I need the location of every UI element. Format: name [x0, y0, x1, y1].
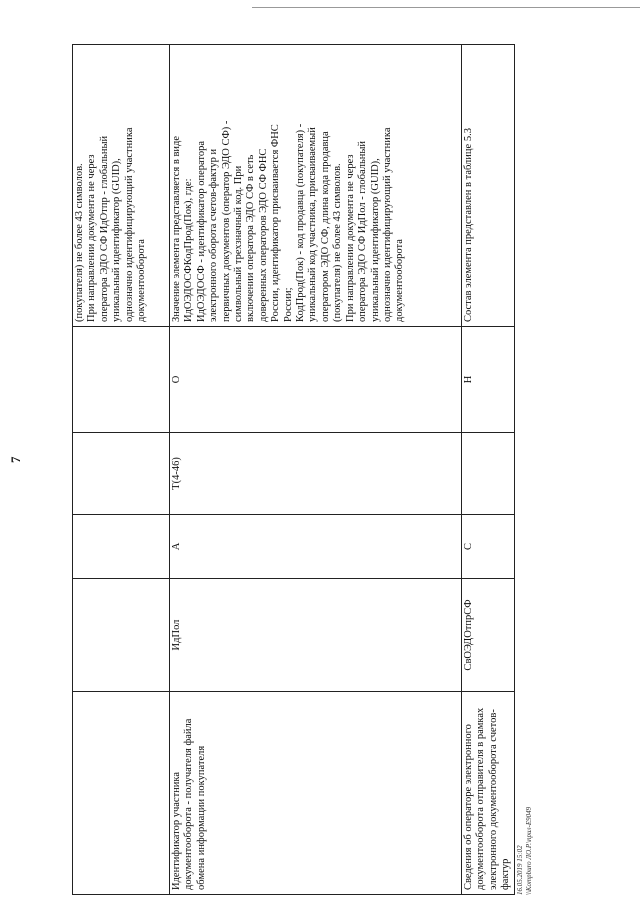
cell-format: Т(4-46) — [170, 433, 462, 515]
table-row — [73, 45, 170, 895]
top-rule — [252, 7, 640, 8]
cell-code — [73, 579, 170, 692]
table-row — [462, 45, 515, 895]
cell-name: Сведения об операторе электронного документооборота отправителя в рамках электронного документооборота счетов-фактур — [462, 692, 515, 895]
cell-description: (покупателя) не более 43 символов. При направлении документа не через оператора ЭДО СФ ИдОтпр - глобальный уникальный идентификатор (GUID), однозначно идентифицирующий участника документооборота — [73, 45, 170, 327]
cell-code: СвОЭДОтпрСФ — [462, 579, 515, 692]
cell-description: Значение элемента представляется в виде ИдОЭДОСФКодПрод(Пок), где: ИдОЭДОСФ - идентификатор оператора электронного оборота счетов-фактур и первичных документов (оператор ЭДО СФ) - символьный трехзначный код. При включении оператора ЭДО СФ в сеть доверенных операторов ЭДО СФ ФНС России, идентификатор присваивается ФНС России; КодПрод(Пок) - код продавца (покупателя) - уникальный код участника, присваиваемый оператором ЭДО СФ, длина кода продавца (покупателя) не более 43 символов. При направлении документа не через оператора ЭДО СФ ИдПол - глобальный уникальный идентификатор (GUID), однозначно идентифицирующий участника документооборота — [170, 45, 462, 327]
cell-type — [73, 515, 170, 579]
cell-name: Идентификатор участника документооборота - получателя файла обмена информации покупателя — [170, 692, 462, 895]
cell-flag: О — [170, 327, 462, 433]
cell-type: С — [462, 515, 515, 579]
cell-format — [462, 433, 515, 515]
cell-flag: Н — [462, 327, 515, 433]
element-table — [72, 44, 515, 895]
print-footer: 16.05.2019 15:02 \\Kompburo ЛО.P.\прил-Е9049 — [516, 806, 533, 895]
page-number: 7 — [8, 456, 23, 463]
cell-description: Состав элемента представлен в таблице 5.3 — [462, 45, 515, 327]
cell-flag — [73, 327, 170, 433]
cell-name — [73, 692, 170, 895]
cell-code: ИдПол — [170, 579, 462, 692]
rotated-page — [8, 45, 533, 895]
cell-format — [73, 433, 170, 515]
table-row — [170, 45, 462, 895]
cell-type: А — [170, 515, 462, 579]
